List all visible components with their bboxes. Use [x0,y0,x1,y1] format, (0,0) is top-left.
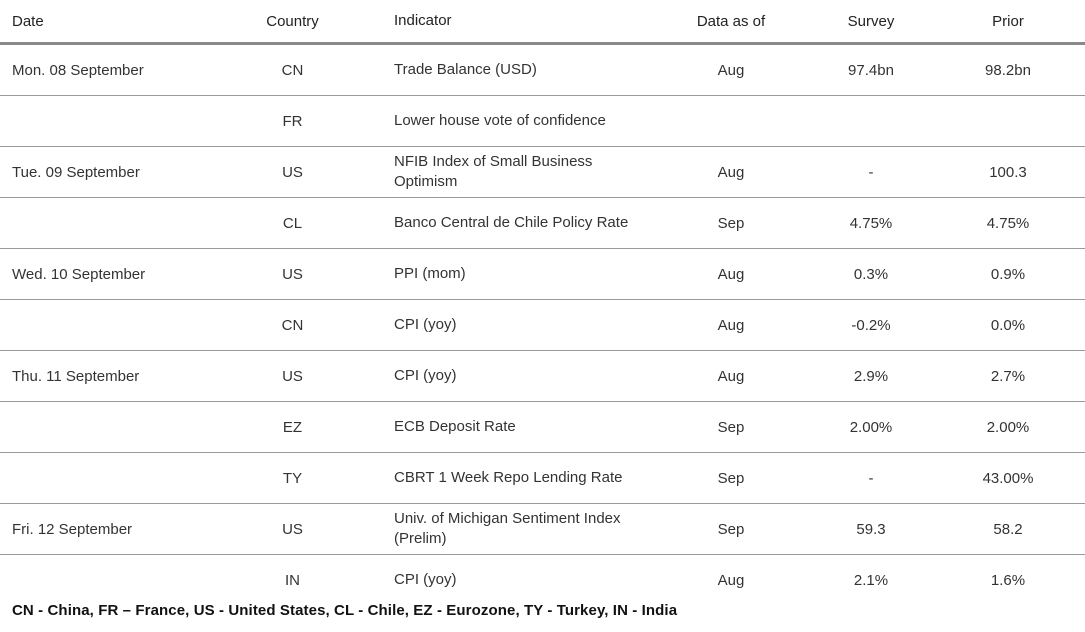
cell-date: Fri. 12 September [12,520,133,538]
table-row [0,147,1085,198]
header-data-as-of: Data as of [696,12,766,30]
cell-survey: 0.3% [853,265,889,283]
table-row [0,402,1085,453]
cell-data-as-of: Aug [717,316,745,334]
cell-country: CL [282,214,303,232]
cell-indicator: ECB Deposit Rate [394,418,516,435]
cell-indicator: CPI (yoy) [394,571,457,588]
cell-survey: 2.1% [853,571,889,589]
cell-indicator: Trade Balance (USD) [394,61,537,78]
cell-indicator: Univ. of Michigan Sentiment Index (Prelim) [394,510,621,547]
cell-country: US [282,265,303,283]
header-country: Country [266,12,319,30]
table-row [0,96,1085,147]
cell-data-as-of: Aug [717,163,745,181]
cell-country: CN [281,316,304,334]
cell-date: Mon. 08 September [12,61,144,79]
cell-data-as-of: Aug [717,61,745,79]
cell-survey: - [868,469,874,487]
cell-indicator: Banco Central de Chile Policy Rate [394,214,629,231]
cell-date: Wed. 10 September [12,265,146,283]
cell-country: IN [285,571,300,589]
table-row [0,351,1085,402]
cell-country: EZ [282,418,303,436]
cell-data-as-of: Aug [717,265,745,283]
table-row [0,555,1085,605]
cell-indicator: CPI (yoy) [394,316,457,333]
cell-indicator: Lower house vote of confidence [394,112,606,129]
cell-prior: 58.2 [993,520,1023,538]
cell-data-as-of: Sep [717,469,745,487]
cell-prior: 0.0% [990,316,1026,334]
cell-country: FR [282,112,303,130]
cell-country: US [282,367,303,385]
table-row [0,45,1085,96]
cell-data-as-of: Sep [717,520,745,538]
cell-indicator: PPI (mom) [394,265,466,282]
cell-data-as-of: Aug [717,571,745,589]
cell-survey: 2.00% [849,418,893,436]
cell-country: US [282,520,303,538]
cell-prior: 100.3 [989,163,1027,181]
header-survey: Survey [847,12,895,30]
cell-prior: 43.00% [982,469,1034,487]
cell-prior: 4.75% [986,214,1030,232]
header-indicator: Indicator [394,12,452,29]
table-row [0,249,1085,300]
table-row [0,504,1085,555]
cell-indicator: CBRT 1 Week Repo Lending Rate [394,469,623,486]
table-row [0,453,1085,504]
cell-date: Tue. 09 September [12,163,140,181]
header-date: Date [12,12,44,30]
table-row [0,198,1085,249]
cell-country: US [282,163,303,181]
cell-prior: 0.9% [990,265,1026,283]
table-body [0,45,1085,605]
cell-indicator: CPI (yoy) [394,367,457,384]
header-prior: Prior [992,12,1024,30]
cell-prior: 2.7% [990,367,1026,385]
cell-survey: -0.2% [851,316,891,334]
cell-survey: 59.3 [856,520,886,538]
cell-country: TY [282,469,303,487]
cell-data-as-of: Sep [717,214,745,232]
cell-survey: 2.9% [853,367,889,385]
cell-survey: 4.75% [849,214,893,232]
table-row [0,300,1085,351]
cell-survey: - [868,163,874,181]
cell-data-as-of: Aug [717,367,745,385]
cell-prior: 98.2bn [985,61,1031,79]
cell-prior: 1.6% [990,571,1026,589]
cell-prior: 2.00% [986,418,1030,436]
cell-indicator: NFIB Index of Small Business Optimism [394,153,593,190]
country-legend-footnote: CN - China, FR – France, US - United States, CL - Chile, EZ - Eurozone, TY - Turkey, IN - India [12,602,678,619]
cell-date: Thu. 11 September [12,367,140,385]
cell-data-as-of: Sep [717,418,745,436]
cell-country: CN [281,61,304,79]
table-header [0,0,1085,45]
cell-survey: 97.4bn [848,61,894,79]
